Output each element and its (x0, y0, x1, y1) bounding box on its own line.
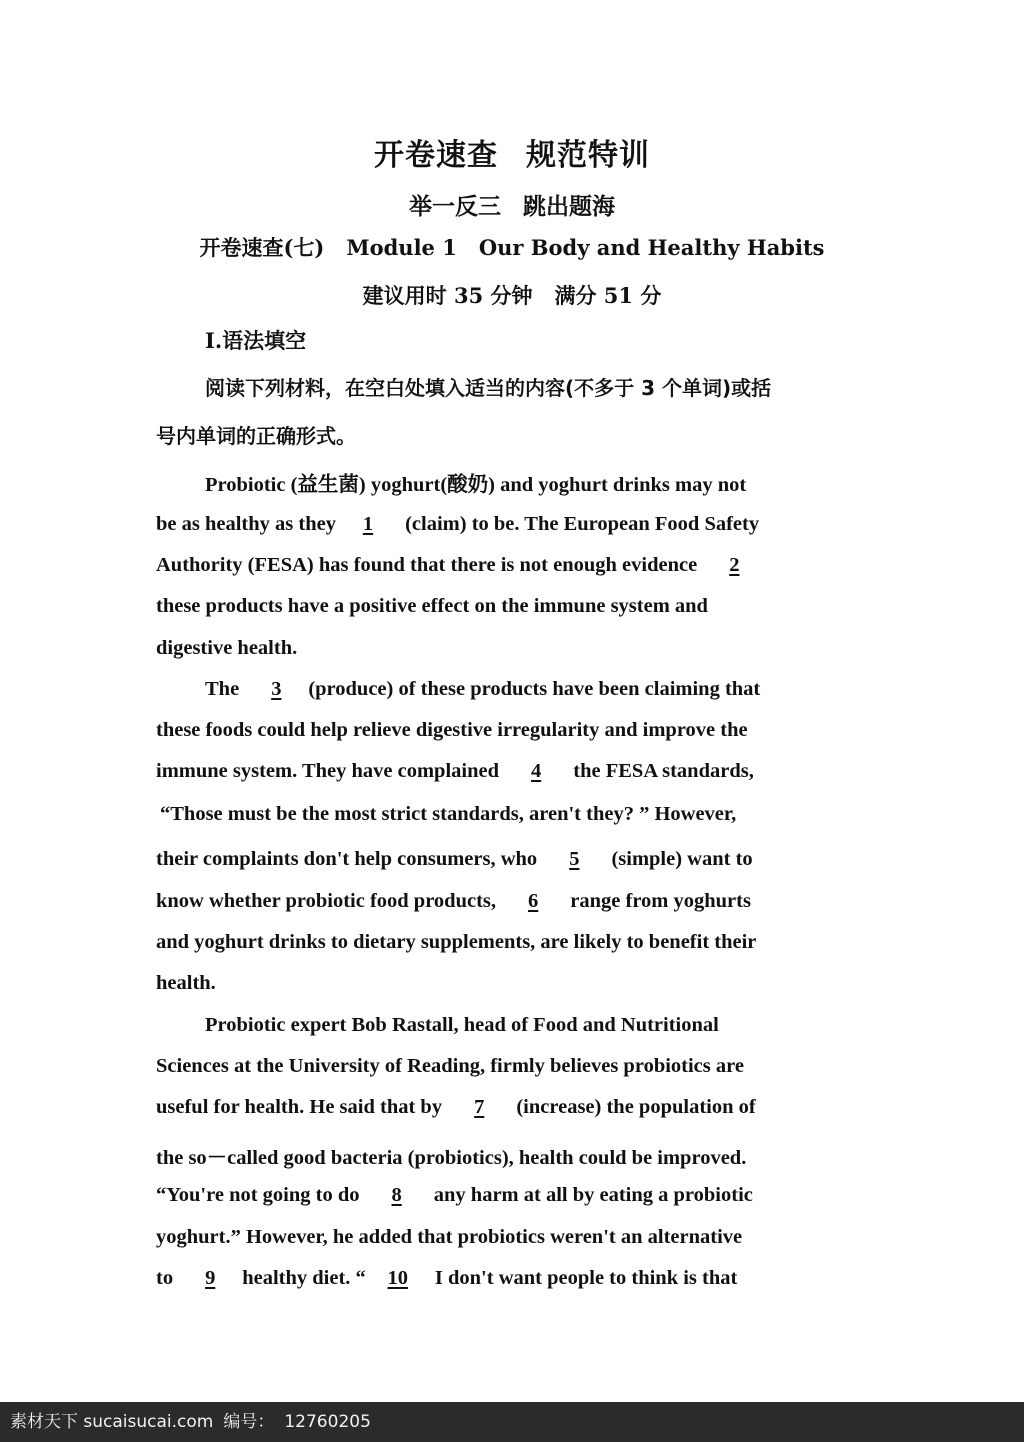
full-score: 满分 51 分 (554, 283, 662, 308)
watermark-bar (0, 1402, 1024, 1442)
blank-8: 8 (391, 1184, 402, 1206)
page-subtitle (0, 188, 1024, 221)
passage-line: “Those must be the most strict standards, aren't they? ” However, (160, 803, 737, 825)
line-text: “You're not going to do (156, 1184, 365, 1206)
blank-5: 5 (569, 848, 580, 870)
subtitle-part-1: 举一反三 (409, 193, 501, 220)
heading-module: Module 1 (346, 235, 457, 260)
blank-10: 10 (387, 1267, 409, 1289)
suggested-time: 建议用时 35 分钟 (362, 283, 533, 308)
heading-topic: Our Body and Healthy Habits (478, 235, 825, 260)
passage-line (156, 890, 876, 913)
line-text: Authority (FESA) has found that there is not enough evidence (156, 554, 703, 576)
line-text: to (156, 1267, 179, 1289)
blank-6: 6 (528, 890, 539, 912)
line-text: any harm at all by eating a probiotic (428, 1184, 753, 1206)
passage-line (156, 1096, 876, 1119)
passage-line: health. (156, 972, 216, 994)
passage-line: Sciences at the University of Reading, firmly believes probiotics are (156, 1055, 744, 1077)
line-text: (simple) want to (606, 848, 753, 870)
line-text: (claim) to be. The European Food Safety (399, 513, 760, 535)
line-text: range from yoghurts (565, 890, 751, 912)
passage-line: Probiotic (益生菌) yoghurt(酸奶) and yoghurt drinks may not (205, 474, 747, 496)
passage-line (156, 848, 876, 871)
title-part-2: 规范特训 (526, 138, 650, 173)
passage-line: yoghurt.” However, he added that probiotics weren't an alternative (156, 1226, 743, 1248)
heading-quiz: 开卷速查(七) (199, 235, 325, 260)
line-text: The (205, 678, 245, 700)
passage-line: these products have a positive effect on the immune system and (156, 595, 708, 617)
blank-3: 3 (271, 678, 282, 700)
passage-line (156, 760, 876, 783)
line-text: immune system. They have complained (156, 760, 505, 782)
passage-line: Probiotic expert Bob Rastall, head of Food and Nutritional (205, 1014, 719, 1036)
blank-9: 9 (205, 1267, 216, 1289)
watermark-id: 12760205 (284, 1412, 371, 1432)
line-text: (increase) the population of (511, 1096, 756, 1118)
passage-line (205, 678, 925, 701)
line-text: know whether probiotic food products, (156, 890, 502, 912)
subtitle-part-2: 跳出题海 (523, 193, 615, 220)
instruction-line-1: 阅读下列材料，在空白处填入适当的内容(不多于 3 个单词)或括 (205, 376, 772, 400)
blank-1: 1 (362, 513, 374, 535)
passage-line: and yoghurt drinks to dietary supplements, are likely to benefit their (156, 931, 757, 953)
passage-line: the so－called good bacteria (probiotics), health could be improved. (156, 1147, 747, 1169)
watermark-id-label: 编号： (223, 1412, 275, 1432)
line-text: useful for health. He said that by (156, 1096, 448, 1118)
line-text: the FESA standards, (568, 760, 754, 782)
passage-line (156, 1184, 876, 1207)
passage-line: these foods could help relieve digestive irregularity and improve the (156, 719, 748, 741)
timing-info (0, 280, 1024, 310)
passage-line (156, 513, 876, 536)
blank-7: 7 (474, 1096, 485, 1118)
line-text: healthy diet. “ (242, 1267, 366, 1289)
blank-4: 4 (531, 760, 542, 782)
line-text: their complaints don't help consumers, who (156, 848, 543, 870)
line-text: (produce) of these products have been claiming that (308, 678, 761, 700)
title-part-1: 开卷速查 (374, 138, 498, 173)
line-text: be as healthy as they (156, 513, 336, 535)
watermark-site: 素材天下 sucaisucai.com (10, 1412, 214, 1432)
section-title: Ⅰ.语法填空 (205, 328, 307, 353)
passage-line (156, 1267, 876, 1290)
line-text: I don't want people to think is that (429, 1267, 738, 1289)
blank-2: 2 (729, 554, 740, 576)
passage-line (156, 554, 876, 577)
instruction-line-2: 号内单词的正确形式。 (156, 424, 356, 448)
page-title (0, 130, 1024, 174)
passage-line: digestive health. (156, 637, 298, 659)
module-heading (0, 232, 1024, 262)
